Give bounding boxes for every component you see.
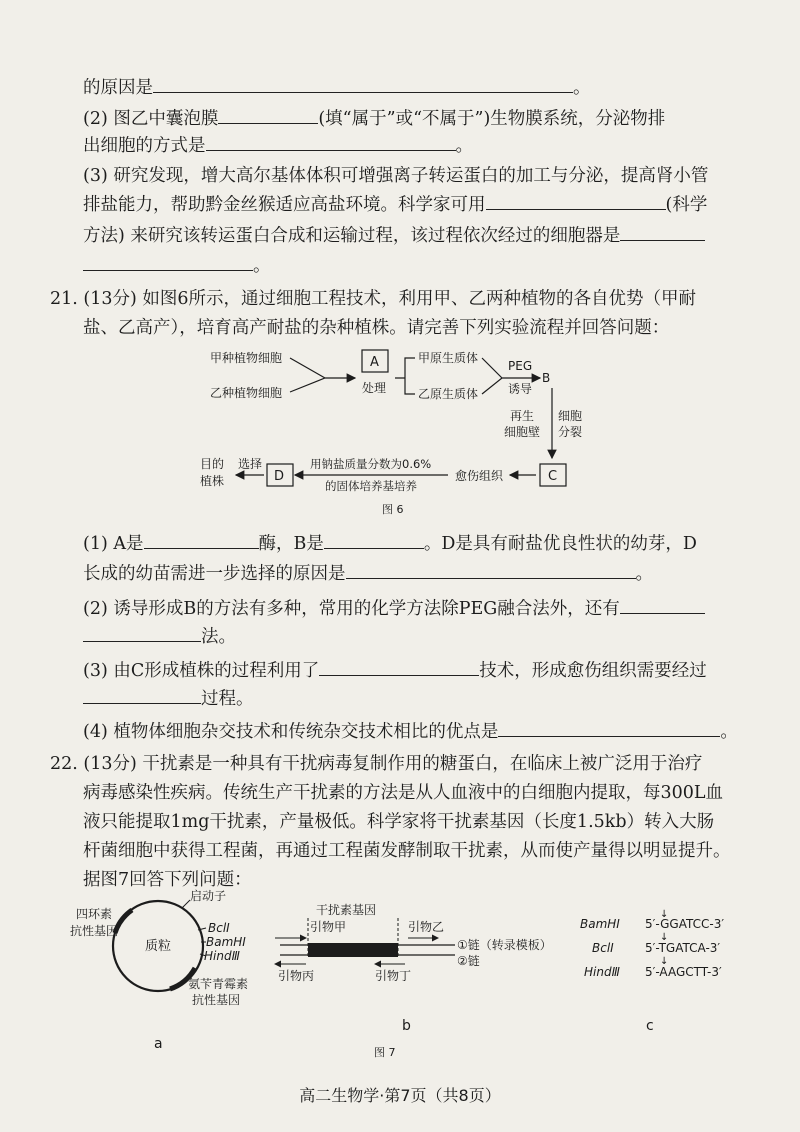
cut-arrow-3: ↓ xyxy=(660,956,669,967)
primer-d-label: 引物丁 xyxy=(375,969,412,983)
primer-a-label: 引物甲 xyxy=(310,920,347,934)
q21-answer4 xyxy=(83,623,745,650)
panel-a-label: a xyxy=(154,1036,163,1052)
text: 酶，B是 xyxy=(258,534,324,554)
split-connector xyxy=(395,358,415,394)
b-label: B xyxy=(542,371,551,385)
q20-line5 xyxy=(83,191,745,218)
q22-line3: 液只能提取1mg干扰素，产量极低。科学家将干扰素基因（长度1.5kb）转入大肠 xyxy=(83,812,715,832)
q21-answer1 xyxy=(83,530,745,557)
site-3-name: HindⅢ xyxy=(584,965,620,979)
text: 排盐能力，帮助黔金丝猴适应高盐环境。科学家可用 xyxy=(83,195,486,215)
tet-label-1: 四环素 xyxy=(76,907,113,921)
text: 技术，形成愈伤组织需要经过 xyxy=(479,661,707,681)
q21-answer5 xyxy=(83,657,745,684)
figure-7-caption: 图 7 xyxy=(374,1046,396,1059)
promoter-leader xyxy=(182,900,190,908)
q21-answer6 xyxy=(83,685,745,712)
promoter-label: 启动子 xyxy=(190,889,227,903)
primer-b-label: 引物乙 xyxy=(408,920,445,934)
answer-blank[interactable] xyxy=(83,623,201,642)
plant-b-label: 乙种植物细胞 xyxy=(210,386,283,400)
q20-line2 xyxy=(83,105,745,132)
q21-answer3 xyxy=(83,595,745,622)
text: 。D是具有耐盐优良性状的幼芽，D xyxy=(423,534,697,554)
select-label: 选择 xyxy=(238,457,263,471)
answer-blank[interactable] xyxy=(346,560,636,579)
panel-b-label: b xyxy=(402,1018,411,1034)
target-label-2: 植株 xyxy=(200,474,225,488)
text: 过程。 xyxy=(201,689,254,709)
text: 。 xyxy=(253,256,271,276)
text: 的原因是 xyxy=(83,78,153,98)
q21-answer2 xyxy=(83,560,745,587)
text: 法。 xyxy=(201,627,236,647)
text: 。 xyxy=(635,564,653,584)
text: (填“属于”或“不属于”)生物膜系统，分泌物排 xyxy=(318,109,666,129)
cut-arrow-2: ↓ xyxy=(660,932,669,943)
text: (2) 诱导形成B的方法有多种，常用的化学方法除PEG融合法外，还有 xyxy=(83,599,620,619)
text: (3) 由C形成植株的过程利用了 xyxy=(83,661,320,681)
tet-label-2: 抗性基因 xyxy=(70,924,119,938)
text: 方法) 来研究该转运蛋白合成和运输过程，该过程依次经过的细胞器是 xyxy=(83,226,621,246)
text: (2) 图乙中囊泡膜 xyxy=(83,109,219,129)
answer-blank[interactable] xyxy=(153,74,573,93)
peg-label: PEG xyxy=(508,359,533,373)
text: 长成的幼苗需进一步选择的原因是 xyxy=(83,564,346,584)
q22-line2: 病毒感染性疾病。传统生产干扰素的方法是从人血液中的白细胞内提取，每300L血 xyxy=(83,783,724,803)
figure-6 xyxy=(190,340,590,520)
medium-label-1: 用钠盐质量分数为0.6% xyxy=(310,457,432,471)
q20-line6 xyxy=(83,222,745,249)
q21-line1: 21. (13分) 如图6所示，通过细胞工程技术，利用甲、乙两种植物的各自优势（甲耐 xyxy=(50,289,697,309)
q20-line3 xyxy=(83,132,745,159)
regen-label-1: 再生 xyxy=(510,409,535,423)
cut-arrow-1: ↓ xyxy=(660,909,669,920)
site-2-name: BclⅠ xyxy=(592,941,614,955)
hind-site-label: HindⅢ xyxy=(204,949,240,963)
induce-label: 诱导 xyxy=(508,382,533,396)
text: 。 xyxy=(720,722,738,742)
bam-site-label: BamHⅠ xyxy=(206,935,246,949)
answer-blank[interactable] xyxy=(83,685,201,704)
figure-7 xyxy=(70,888,750,1063)
chain-2-label: ②链 xyxy=(457,954,480,968)
site-1-name: BamHⅠ xyxy=(580,917,620,931)
amp-label-1: 氨苄青霉素 xyxy=(188,977,249,991)
primer-c-label: 引物丙 xyxy=(278,969,315,983)
proto-b-label: 乙原生质体 xyxy=(418,387,479,401)
text: 。 xyxy=(455,136,473,156)
box-d-label: D xyxy=(274,469,285,484)
panel-c-label: c xyxy=(646,1018,654,1034)
answer-blank[interactable] xyxy=(324,530,424,549)
text: (科学 xyxy=(665,195,708,215)
amp-label-2: 抗性基因 xyxy=(192,993,241,1007)
plasmid-label: 质粒 xyxy=(145,939,172,954)
page-footer: 高二生物学·第7页（共8页） xyxy=(299,1086,501,1105)
bcl-site-label: BclⅠ xyxy=(208,921,230,935)
divide-label-2: 分裂 xyxy=(558,425,583,439)
medium-label-2: 的固体培养基培养 xyxy=(325,479,417,493)
site-1-seq: 5′-GGATCC-3′ xyxy=(645,917,725,931)
chain-1-label: ①链（转录模板） xyxy=(457,938,552,952)
q22-line1: 22. (13分) 干扰素是一种具有干扰病毒复制作用的糖蛋白，在临床上被广泛用于治疗 xyxy=(50,754,703,774)
answer-blank[interactable] xyxy=(218,105,318,124)
text: (1) A是 xyxy=(83,534,144,554)
answer-blank[interactable] xyxy=(144,530,259,549)
site-2-seq: 5′-TGATCA-3′ xyxy=(645,941,721,955)
gene-label: 干扰素基因 xyxy=(316,903,377,917)
plant-a-label: 甲种植物细胞 xyxy=(210,351,283,365)
q21-line2: 盐、乙高产），培育高产耐盐的杂种植株。请完善下列实验流程并回答问题： xyxy=(83,318,670,338)
q21-answer7 xyxy=(83,718,745,745)
box-c-label: C xyxy=(548,469,558,484)
answer-blank[interactable] xyxy=(206,132,456,151)
figure-6-caption: 图 6 xyxy=(382,503,404,516)
text: (4) 植物体细胞杂交技术和传统杂交技术相比的优点是 xyxy=(83,722,499,742)
target-label-1: 目的 xyxy=(200,457,225,471)
text: 出细胞的方式是 xyxy=(83,136,206,156)
q22-line4: 杆菌细胞中获得工程菌，再通过工程菌发酵制取干扰素，从而使产量得以明显提升。 xyxy=(83,841,731,861)
regen-label-2: 细胞壁 xyxy=(504,425,541,439)
merge-arrow xyxy=(290,358,355,392)
box-a-label: A xyxy=(370,355,379,370)
q20-line7 xyxy=(83,252,745,279)
answer-blank[interactable] xyxy=(83,252,253,271)
callus-label: 愈伤组织 xyxy=(455,469,504,483)
answer-blank[interactable] xyxy=(620,222,705,241)
answer-blank[interactable] xyxy=(498,718,720,737)
answer-blank[interactable] xyxy=(620,595,705,614)
gene-block xyxy=(308,943,398,957)
q22-line5: 据图7回答下列问题： xyxy=(83,870,252,890)
q20-line4: (3) 研究发现，增大高尔基体体积可增强离子转运蛋白的加工与分泌，提高肾小管 xyxy=(83,166,709,186)
process-label: 处理 xyxy=(362,381,387,395)
divide-label-1: 细胞 xyxy=(558,409,583,423)
answer-blank[interactable] xyxy=(319,657,479,676)
answer-blank[interactable] xyxy=(486,191,666,210)
proto-a-label: 甲原生质体 xyxy=(418,351,479,365)
text: 。 xyxy=(573,78,591,98)
site-3-seq: 5′-AAGCTT-3′ xyxy=(645,965,722,979)
q20-line1 xyxy=(83,74,745,101)
